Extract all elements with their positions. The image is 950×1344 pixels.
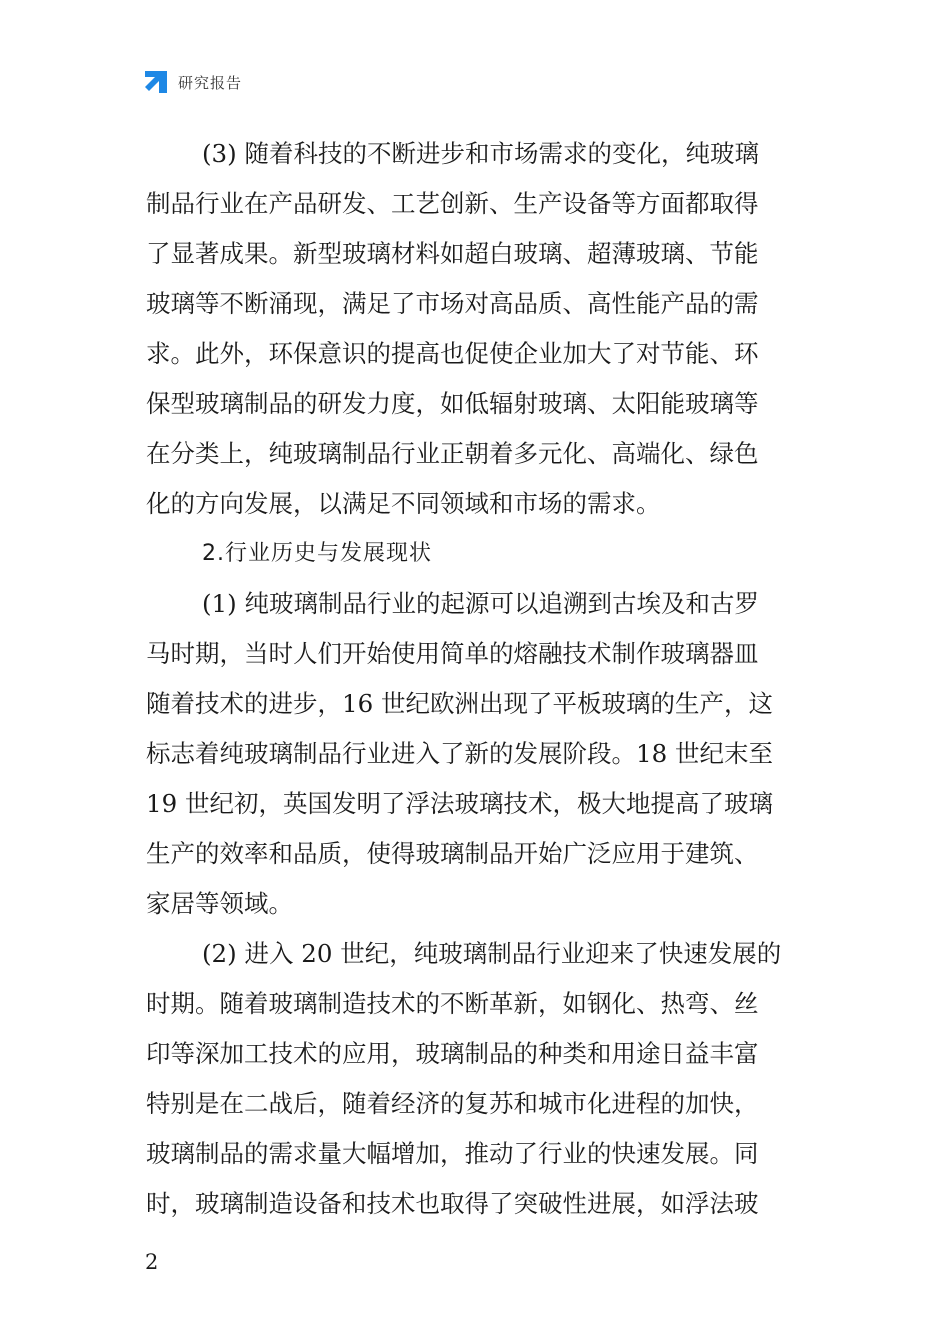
paragraph-line: 化的方向发展，以满足不同领域和市场的需求。 — [146, 489, 661, 518]
paragraph-line: (2) 进入 20 世纪，纯玻璃制品行业迎来了快速发展的 — [202, 939, 782, 968]
paragraph-line: 印等深加工技术的应用，玻璃制品的种类和用途日益丰富 — [146, 1039, 759, 1068]
paragraph-line: 求。此外，环保意识的提高也促使企业加大了对节能、环 — [146, 339, 759, 368]
paragraph-line: 在分类上，纯玻璃制品行业正朝着多元化、高端化、绿色 — [146, 439, 759, 468]
paragraph-line: 玻璃制品的需求量大幅增加，推动了行业的快速发展。同 — [146, 1139, 759, 1168]
paragraph-line: 标志着纯玻璃制品行业进入了新的发展阶段。18 世纪末至 — [146, 739, 773, 768]
body-text — [146, 129, 812, 1229]
section-heading: 2.行业历史与发展现状 — [202, 541, 432, 566]
paragraph-line: 时，玻璃制造设备和技术也取得了突破性进展，如浮法玻 — [146, 1189, 759, 1218]
paragraph-line: 时期。随着玻璃制造技术的不断革新，如钢化、热弯、丝 — [146, 989, 759, 1018]
paragraph-line: 制品行业在产品研发、工艺创新、生产设备等方面都取得 — [146, 189, 759, 218]
paragraph-line: 生产的效率和品质，使得玻璃制品开始广泛应用于建筑、 — [146, 839, 759, 868]
paragraph-line: 随着技术的进步，16 世纪欧洲出现了平板玻璃的生产，这 — [146, 689, 773, 718]
arrow-up-right-icon — [143, 69, 169, 95]
paragraph-line: 玻璃等不断涌现，满足了市场对高品质、高性能产品的需 — [146, 289, 759, 318]
paragraph-line: 了显著成果。新型玻璃材料如超白玻璃、超薄玻璃、节能 — [146, 239, 759, 268]
paragraph-line: 家居等领域。 — [146, 889, 293, 918]
paragraph-line: 保型玻璃制品的研发力度，如低辐射玻璃、太阳能玻璃等 — [146, 389, 759, 418]
page-header — [143, 68, 242, 96]
paragraph-line: 马时期，当时人们开始使用简单的熔融技术制作玻璃器皿 — [146, 639, 759, 668]
paragraph-line: (3) 随着科技的不断进步和市场需求的变化，纯玻璃 — [202, 139, 759, 168]
paragraph-line: 特别是在二战后，随着经济的复苏和城市化进程的加快， — [146, 1089, 759, 1118]
paragraph-line: 19 世纪初，英国发明了浮法玻璃技术，极大地提高了玻璃 — [146, 789, 773, 818]
page-number: 2 — [145, 1250, 159, 1274]
header-title: 研究报告 — [178, 73, 243, 92]
paragraph-line: (1) 纯玻璃制品行业的起源可以追溯到古埃及和古罗 — [202, 589, 759, 618]
